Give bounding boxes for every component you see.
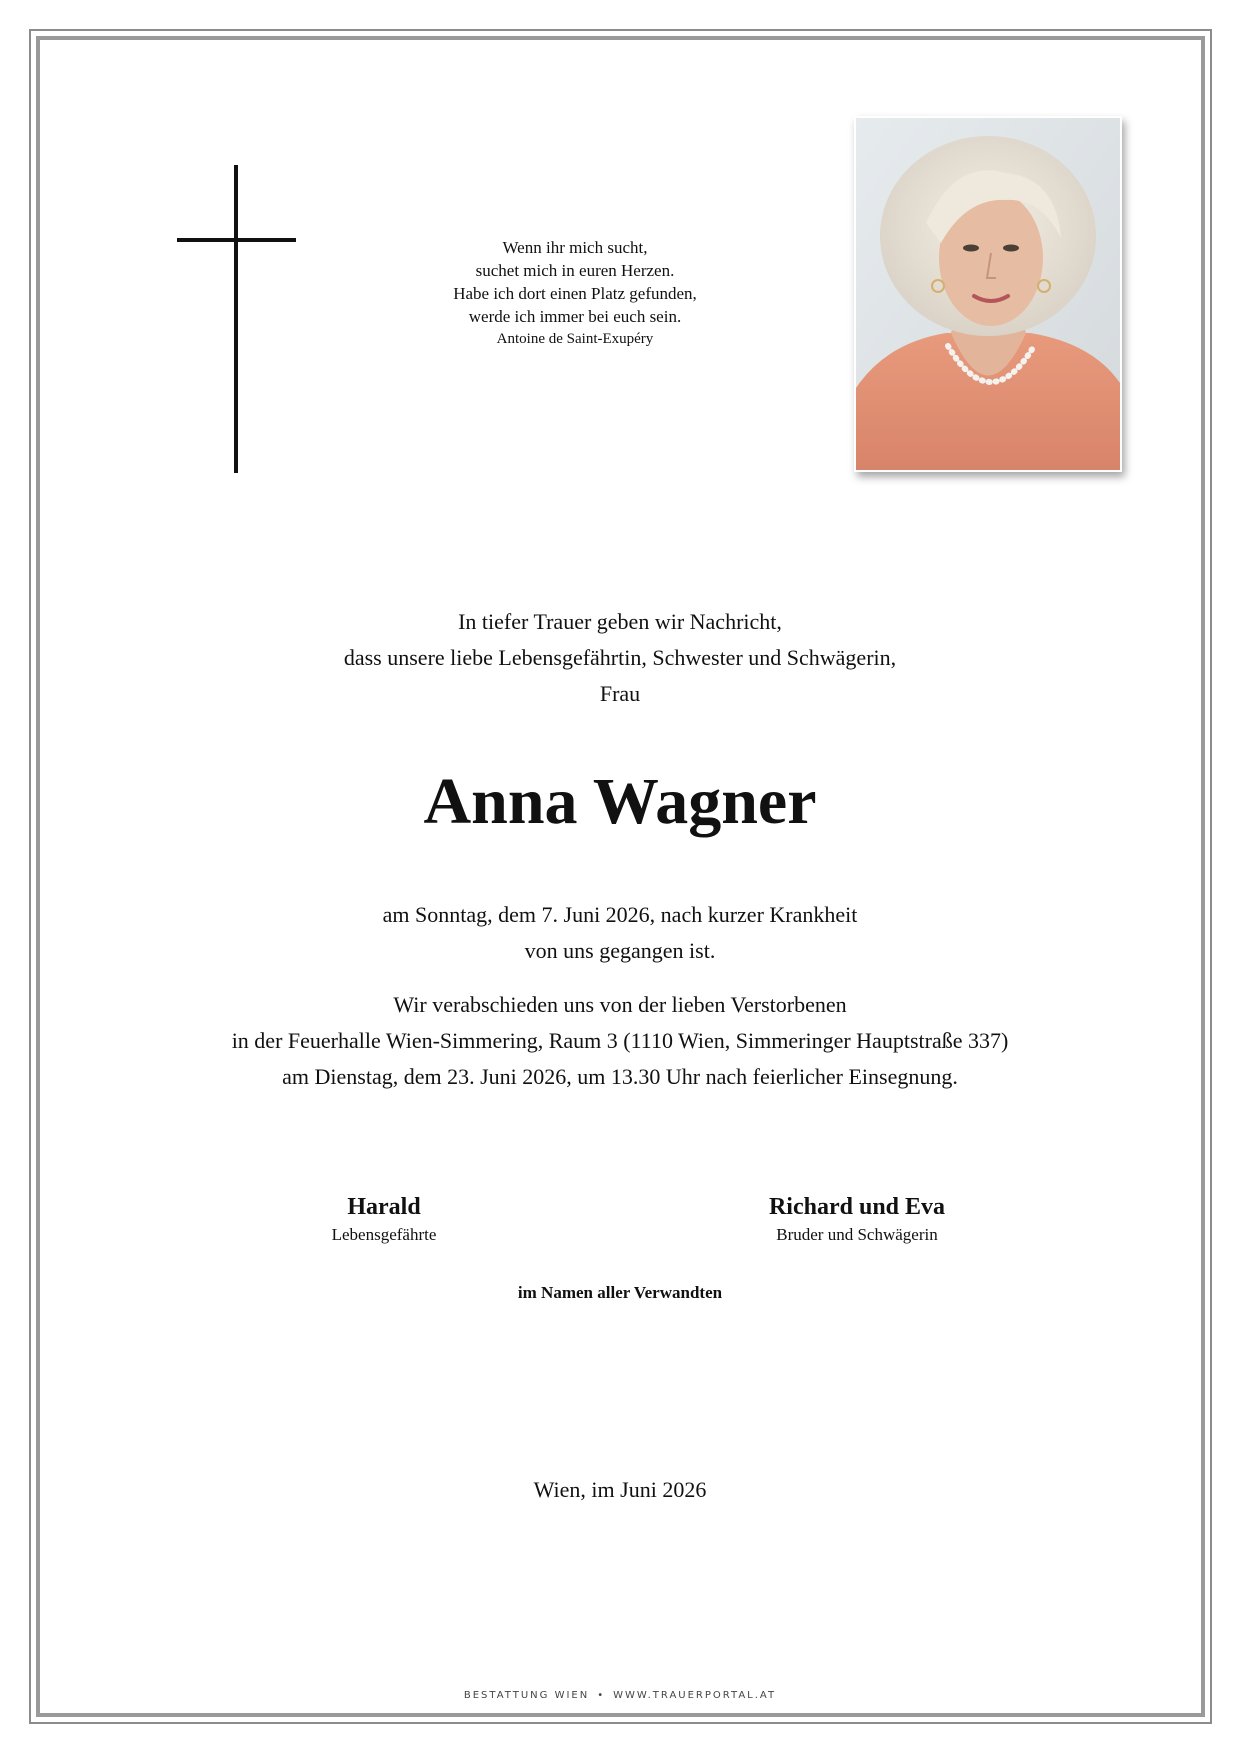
footer-separator: • (597, 1690, 606, 1701)
cross-vertical-bar (234, 165, 238, 473)
portrait-photo-frame (854, 116, 1122, 472)
memorial-quote (400, 236, 750, 351)
cross-horizontal-bar (177, 238, 296, 242)
quote-line: Habe ich dort einen Platz gefunden, (453, 284, 697, 303)
mourner-name: Harald (347, 1194, 421, 1220)
footer-credit (320, 1690, 920, 1701)
footer-website-link[interactable]: WWW.TRAUERPORTAL.AT (613, 1690, 777, 1701)
intro-line: Frau (599, 681, 641, 706)
mourner-relation: Bruder und Schwägerin (776, 1225, 938, 1244)
farewell-line: am Dienstag, dem 23. Juni 2026, um 13.30 Uhr nach feierlicher Einsegnung. (282, 1064, 958, 1089)
deceased-name: Anna Wagner (423, 765, 817, 838)
announcement-intro (120, 604, 1120, 712)
farewell-details (120, 987, 1120, 1095)
farewell-line: in der Feuerhalle Wien-Simmering, Raum 3 (1110 Wien, Simmeringer Hauptstraße 337) (231, 1028, 1009, 1053)
mourner (234, 1191, 534, 1247)
passing-line: am Sonntag, dem 7. Juni 2026, nach kurzer Krankheit (382, 902, 858, 927)
place-and-date: Wien, im Juni 2026 (533, 1477, 707, 1502)
quote-line: suchet mich in euren Herzen. (475, 261, 675, 280)
quote-author: Antoine de Saint-Exupéry (496, 331, 654, 347)
quote-line: Wenn ihr mich sucht, (502, 238, 648, 257)
passing-line: von uns gegangen ist. (524, 938, 716, 963)
mourner-relation: Lebensgefährte (331, 1225, 437, 1244)
portrait-photo (856, 118, 1120, 470)
intro-line: In tiefer Trauer geben wir Nachricht, (458, 609, 782, 634)
intro-line: dass unsere liebe Lebensgefährtin, Schwester und Schwägerin, (343, 645, 897, 670)
footer-company: BESTATTUNG WIEN (463, 1690, 590, 1701)
mourner-name: Richard und Eva (768, 1194, 946, 1220)
passing-statement (120, 897, 1120, 969)
mourner (707, 1191, 1007, 1247)
quote-line: werde ich immer bei euch sein. (468, 307, 682, 326)
on-behalf-note: im Namen aller Verwandten (517, 1283, 723, 1302)
farewell-line: Wir verabschieden uns von der lieben Verstorbenen (393, 992, 847, 1017)
